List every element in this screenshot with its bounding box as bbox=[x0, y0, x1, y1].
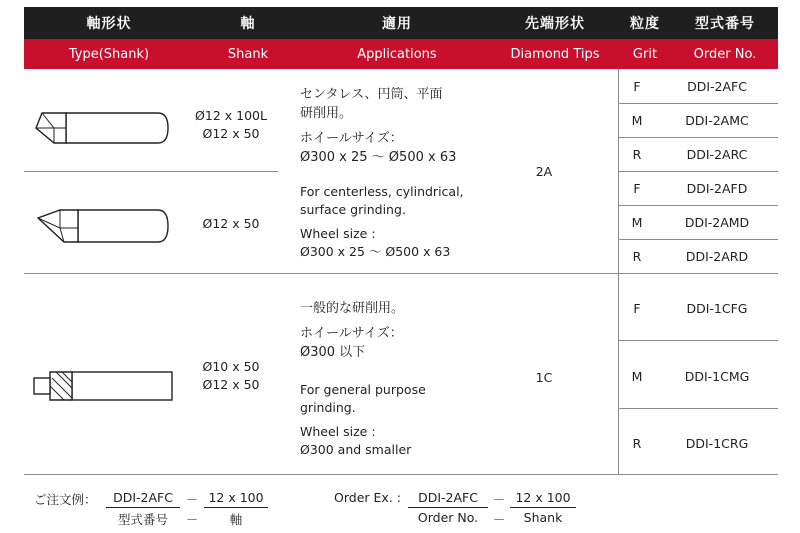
order-no-1cmg: DDI-1CMG bbox=[684, 369, 750, 384]
order-no-2afd: DDI-2AFD bbox=[686, 181, 748, 196]
divider-row-5 bbox=[618, 239, 778, 240]
grit-2afd: F bbox=[633, 181, 641, 196]
shank-1c-line-1: Ø10 x 50 bbox=[202, 359, 260, 374]
tool-shank-1c-drawing bbox=[28, 369, 178, 403]
grit-2ard: R bbox=[632, 249, 642, 264]
wheel-size-en-1c-value: Ø300 and smaller bbox=[300, 441, 412, 457]
application-en-2a-line-1: For centerless, cylindrical, bbox=[300, 184, 464, 199]
order-example-jp-dash: － bbox=[185, 492, 199, 507]
tool-shank-2afc-drawing bbox=[30, 108, 174, 148]
order-example-en-code-label: Order No. bbox=[417, 510, 479, 525]
header-type-jp: 軸形状 bbox=[86, 16, 132, 32]
order-example-jp-dash-2: － bbox=[185, 512, 199, 527]
application-en-1c-line-2: grinding. bbox=[300, 399, 356, 415]
order-example-jp-code: DDI-2AFC bbox=[106, 490, 180, 508]
wheel-size-jp-2a bbox=[300, 130, 456, 168]
grit-2amd: M bbox=[631, 215, 643, 230]
header-shank-jp: 軸 bbox=[240, 16, 256, 32]
shank-1c-line-2: Ø12 x 50 bbox=[202, 376, 260, 392]
header-tips-jp: 先端形状 bbox=[525, 16, 585, 32]
shank-2afd: Ø12 x 50 bbox=[202, 216, 260, 231]
header-order-en: Order No. bbox=[693, 46, 757, 62]
divider-row-8 bbox=[618, 408, 778, 409]
grit-1cmg: M bbox=[631, 369, 643, 384]
header-tips-en: Diamond Tips bbox=[510, 46, 600, 62]
order-example-jp-size: 12 x 100 bbox=[204, 490, 268, 508]
application-en-2a-line-2: surface grinding. bbox=[300, 201, 406, 217]
order-example-en-dash: － bbox=[492, 492, 506, 507]
wheel-size-en-2a bbox=[300, 225, 450, 260]
divider-row-2 bbox=[618, 137, 778, 138]
divider-row-7 bbox=[618, 340, 778, 341]
divider-tool-a-b bbox=[24, 171, 278, 172]
header-shank-en: Shank bbox=[227, 46, 269, 62]
divider-grit-column bbox=[618, 69, 619, 474]
application-jp-2a-line-2: 研削用。 bbox=[300, 105, 353, 121]
header-applications-jp: 適用 bbox=[382, 16, 412, 32]
tool-shank-2afd-drawing bbox=[30, 204, 174, 248]
application-jp-1c: 一般的な研削用。 bbox=[300, 301, 405, 316]
diamond-tip-1c: 1C bbox=[535, 370, 553, 385]
grit-1cfg: F bbox=[633, 301, 641, 316]
wheel-size-jp-2a-label: ホイールサイズ： bbox=[300, 131, 403, 146]
wheel-size-en-1c bbox=[300, 423, 411, 458]
grit-1crg: R bbox=[632, 436, 642, 451]
order-no-1cfg: DDI-1CFG bbox=[686, 301, 748, 316]
header-applications-en: Applications bbox=[357, 46, 437, 62]
divider-row-4 bbox=[618, 205, 778, 206]
wheel-size-en-2a-label: Wheel size : bbox=[300, 226, 376, 241]
shank-2afc bbox=[194, 107, 268, 142]
application-jp-2a-line-1: センタレス、円筒、平面 bbox=[300, 87, 443, 102]
wheel-size-en-1c-label: Wheel size : bbox=[300, 424, 376, 439]
order-example-jp-label: ご注文例： bbox=[34, 492, 97, 507]
order-example-en-code: DDI-2AFC bbox=[408, 490, 488, 508]
wheel-size-jp-1c-value: Ø300 以下 bbox=[300, 344, 366, 360]
order-no-2afc: DDI-2AFC bbox=[687, 79, 747, 94]
application-en-2a bbox=[300, 183, 464, 218]
wheel-size-jp-1c-label: ホイールサイズ： bbox=[300, 326, 403, 341]
header-row-jp bbox=[24, 7, 778, 39]
divider-row-3 bbox=[618, 171, 778, 172]
header-type-en: Type(Shank) bbox=[68, 46, 150, 62]
order-example-jp-code-label: 型式番号 bbox=[117, 512, 168, 527]
header-grit-en: Grit bbox=[632, 46, 658, 62]
shank-1c bbox=[194, 358, 268, 393]
order-no-1crg: DDI-1CRG bbox=[685, 436, 749, 451]
order-example-en-size-label: Shank bbox=[523, 510, 563, 525]
wheel-size-jp-2a-value: Ø300 x 25 ～ Ø500 x 63 bbox=[300, 149, 457, 165]
header-order-jp: 型式番号 bbox=[695, 16, 755, 32]
application-jp-2a bbox=[300, 86, 442, 124]
order-no-2amd: DDI-2AMD bbox=[684, 215, 750, 230]
wheel-size-jp-1c bbox=[300, 325, 403, 363]
divider-row-1 bbox=[618, 103, 778, 104]
order-example-en-dash-2: － bbox=[492, 512, 506, 527]
order-example-en-size: 12 x 100 bbox=[510, 490, 576, 508]
order-example-jp-size-label: 軸 bbox=[229, 512, 243, 527]
divider-group bbox=[24, 273, 778, 274]
divider-table-bottom bbox=[24, 474, 778, 475]
shank-2afc-line-1: Ø12 x 100L bbox=[195, 108, 267, 123]
order-example-en-label: Order Ex. : bbox=[334, 490, 401, 505]
header-row-en bbox=[24, 39, 778, 69]
diamond-tip-2a: 2A bbox=[535, 164, 553, 179]
order-no-2ard: DDI-2ARD bbox=[685, 249, 749, 264]
wheel-size-en-2a-value: Ø300 x 25 ～ Ø500 x 63 bbox=[300, 243, 451, 259]
shank-2afc-line-2: Ø12 x 50 bbox=[202, 125, 260, 141]
order-no-2amc: DDI-2AMC bbox=[685, 113, 749, 128]
order-no-2arc: DDI-2ARC bbox=[686, 147, 748, 162]
grit-2afc: F bbox=[633, 79, 641, 94]
grit-2amc: M bbox=[631, 113, 643, 128]
application-en-1c bbox=[300, 381, 426, 416]
application-en-1c-line-1: For general purpose bbox=[300, 382, 426, 397]
header-grit-jp: 粒度 bbox=[630, 16, 660, 32]
grit-2arc: R bbox=[632, 147, 642, 162]
